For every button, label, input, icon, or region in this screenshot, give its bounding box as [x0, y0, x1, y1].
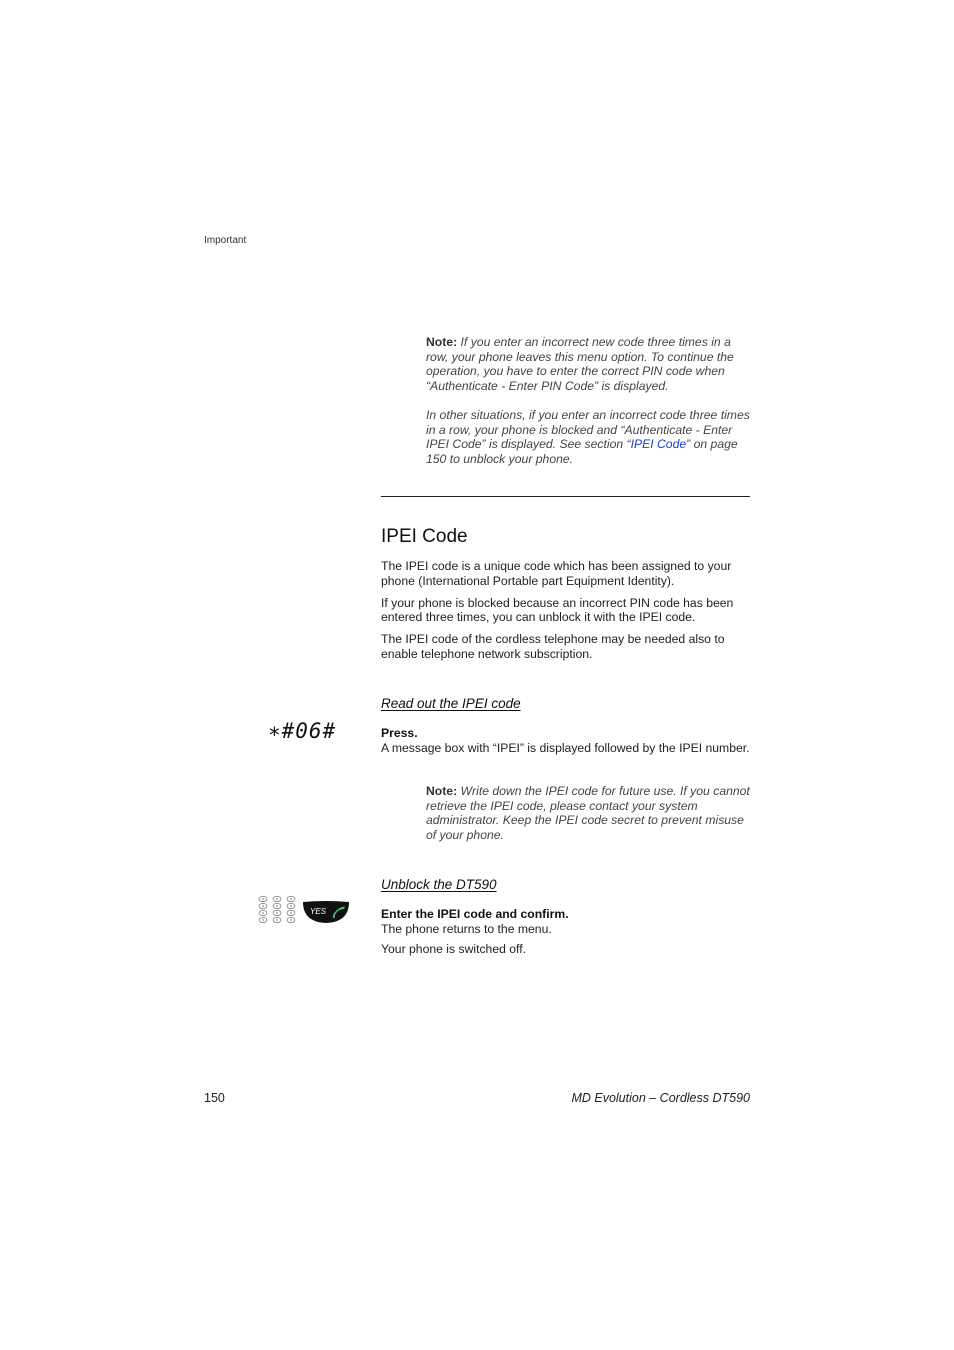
note-text-3: ” on page 150 to unblock your phone. [426, 437, 738, 466]
running-header: Important [204, 235, 247, 246]
step-press [381, 726, 753, 755]
step-title: Enter the IPEI code and confirm. [381, 907, 569, 921]
note-label: Note: [426, 784, 458, 798]
section-divider [381, 496, 750, 497]
yes-key-icon [302, 900, 350, 924]
subheading-unblock: Unblock the DT590 [381, 877, 497, 892]
note-label: Note: [426, 335, 458, 349]
paragraph: The IPEI code of the cordless telephone may be needed also to enable telephone network subscription. [381, 632, 725, 661]
step-result: Your phone is switched off. [381, 942, 526, 957]
paragraph: The IPEI code is a unique code which has been assigned to your phone (International Portable part Equipment Identity). [381, 559, 732, 588]
section-intro [381, 559, 753, 669]
key-sequence-icon: ∗#06# [268, 719, 337, 743]
paragraph: If your phone is blocked because an incorrect PIN code has been entered three times, you can unblock it with the IPEI code. [381, 595, 734, 625]
ipei-code-link[interactable]: IPEI Code [630, 437, 687, 452]
step-enter-ipei [381, 907, 753, 957]
subheading-read-out: Read out the IPEI code [381, 696, 521, 711]
yes-key-label: YES [310, 907, 327, 916]
footer-doc-title: MD Evolution – Cordless DT590 [571, 1091, 750, 1105]
note-text-2: In other situations, if you enter an incorrect code three times in a row, your phone is blocked and “Authenticate - Enter IPEI Code” is displayed. See section “ [426, 407, 750, 452]
step-text: A message box with “IPEI” is displayed followed by the IPEI number. [381, 740, 750, 755]
section-title: IPEI Code [381, 526, 468, 547]
page-number: 150 [204, 1091, 225, 1105]
note-text: Write down the IPEI code for future use. If you cannot retrieve the IPEI code, please contact your system administrator. Keep the IPEI code secret to prevent misuse of your phone. [426, 784, 750, 842]
note-write-down [426, 784, 752, 842]
step-title: Press. [381, 726, 418, 740]
note-incorrect-code [426, 335, 752, 466]
step-text: The phone returns to the menu. [381, 921, 552, 936]
note-text: If you enter an incorrect new code three times in a row, your phone leaves this menu option. To continue the operation, you have to enter the correct PIN code when “Authenticate - Enter PIN Code” is displayed. [426, 335, 734, 393]
keypad-icon [256, 894, 298, 928]
